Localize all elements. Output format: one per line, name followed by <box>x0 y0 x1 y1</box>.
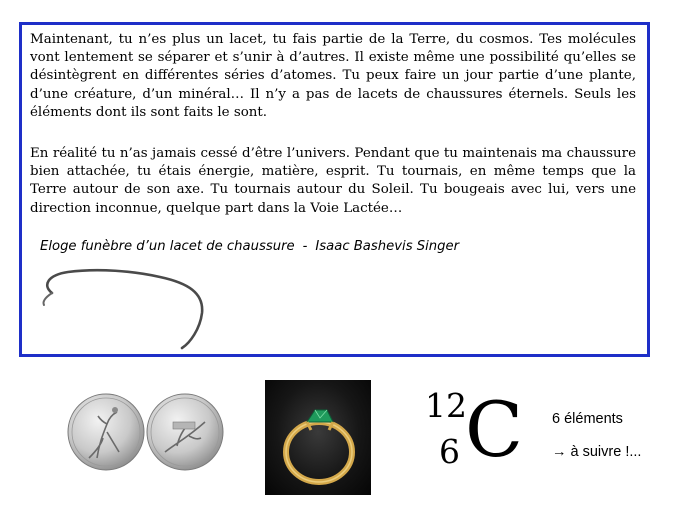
mass-number: 12 <box>425 386 467 425</box>
quote-caption <box>40 239 459 254</box>
quote-frame <box>19 22 650 357</box>
carbon-12-notation <box>425 387 525 482</box>
coin-images <box>67 392 227 472</box>
caption-author: Isaac Bashevis Singer <box>315 239 460 254</box>
coin-back <box>147 394 223 470</box>
quote-paragraph-2: En réalité tu n’as jamais cessé d’être l’univers. Pendant que tu maintenais ma chaussure bien attachée, tu étais énergie, matière, esprit. Tu tournais, en même temps que la Terre autour de son axe. Tu tournais autour du Soleil. Tu bougeais avec lui, vers une direction inconnue, quelque part dans la Voie Lactée… <box>30 146 636 216</box>
shoelace-image <box>38 263 218 358</box>
coin-front <box>68 394 144 470</box>
quote-paragraph-1: Maintenant, tu n’es plus un lacet, tu fais partie de la Terre, du cosmos. Tes molécules vont lentement se séparer et s’unir à d’autres. Il existe même une possibilité qu’elles se désintègrent en différentes séries d’atomes. Tu peux faire un jour partie d’une plante, d’une créature, d’un minéral… Il n’y a pas de lacets de chaussures éternels. Seuls les éléments dont ils sont faits le sont. <box>30 32 636 120</box>
ring-image <box>265 380 371 495</box>
note-elements: 6 éléments <box>552 411 623 427</box>
element-symbol: C <box>465 385 524 474</box>
caption-separator: - <box>302 239 308 254</box>
atomic-number: 6 <box>439 432 460 471</box>
note-to-be-continued: → à suivre !... <box>552 444 642 460</box>
caption-title: Eloge funèbre d’un lacet de chaussure <box>40 239 295 254</box>
emerald-ring-icon <box>265 380 371 495</box>
